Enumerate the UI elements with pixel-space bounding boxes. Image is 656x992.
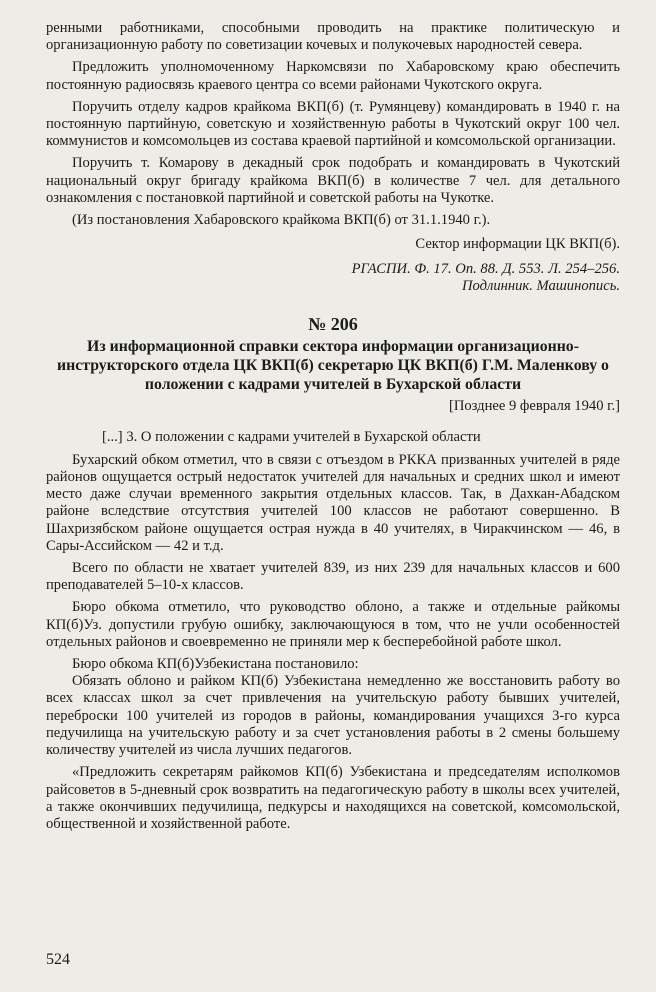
archive-type: Подлинник. Машинопись. [461,278,620,295]
page-number: 524 [46,951,70,968]
paragraph: Предложить уполномоченному Наркомсвязи по Хабаровскому краю обеспечить постоянную радиосвязь краевого центра со всеми районами Чукотского округа. [46,59,620,93]
source-note: (Из постановления Хабаровского крайкома ВКП(б) от 31.1.1940 г.). [72,212,491,229]
paragraph: Обязать облоно и райком КП(б) Узбекистана немедленно же восстановить работу во всех классах школ за счет привлечения на учительскую работу бывших учителей, переброски 100 учителей из городов в районы, командирования учащихся 3-го курса педучилища на учительскую работу и за счет установления работы в 2 смены большему количеству учителей из числа лучших педагогов. [46,673,620,759]
paragraph: Всего по области не хватает учителей 839, из них 239 для начальных классов и 600 преподавателей 5–10-х классов. [46,560,620,594]
document-number: № 206 [308,314,358,335]
paragraph: ренными работниками, способными проводить на практике политическую и организационную работу по советизации кочевых и полукочевых народностей севера. [46,20,620,54]
paragraph: Бюро обкома КП(б)Узбекистана постановило: [72,656,359,673]
paragraph: «Предложить секретарям райкомов КП(б) Узбекистана и председателям исполкомов райсоветов в 5-дневный срок возвратить на педагогическую работу в школы всех учителей, а также окончивших педучилища, педкурсы и находящихся на советской, комсомольской, общественной и хозяйственной работе. [46,764,620,832]
paragraph: Поручить отделу кадров крайкома ВКП(б) (т. Румянцеву) командировать в 1940 г. на постоянную партийную, советскую и хозяйственную работы в Чукотский округ 100 чел. коммунистов и комсомольцев из состава краевой партийной и комсомольской организации. [46,98,620,150]
signature: Сектор информации ЦК ВКП(б). [415,236,620,253]
archive-reference [46,261,620,295]
document-title: Из информационной справки сектора информации организационно-инструкторского отдела ЦК ВКП(б) секретарю ЦК ВКП(б) Г.М. Маленкову о положении с кадрами учителей в Бухарской области [57,338,609,394]
paragraph: Поручить т. Комарову в декадный срок подобрать и командировать в Чукотский национальный округ бригаду крайкома ВКП(б) в количестве 7 чел. для детального ознакомления с постановкой партийной и советской работы на Чукотке. [46,155,620,206]
document-date: [Позднее 9 февраля 1940 г.] [448,398,620,415]
archive-ref: РГАСПИ. Ф. 17. Оп. 88. Д. 553. Л. 254–256. [351,261,620,278]
section-heading: [...] 3. О положении с кадрами учителей в Бухарской области [102,428,481,445]
paragraph: Бухарский обком отметил, что в связи с отъездом в РККА призванных учителей в ряде районов ощущается острый недостаток учителей для начальных и средних школ и имеют место даже случаи временного закрытия отдельных классов. Так, в Дахкан-Абадском районе вследствие отсутствия учителей 100 классов не работают совершенно. В Шахризябском районе ощущается острая нужда в 40 учителях, в Чиракчинском — 46, в Сары-Ассийском — 42 и т.д. [46,451,620,554]
paragraph: Бюро обкома отметило, что руководство облоно, а также и отдельные райкомы КП(б)Уз. допустили грубую ошибку, заключающуюся в том, что не учли особенностей отдельных районов и своевременно не приняли мер к бесперебойной работе школ. [46,599,620,650]
